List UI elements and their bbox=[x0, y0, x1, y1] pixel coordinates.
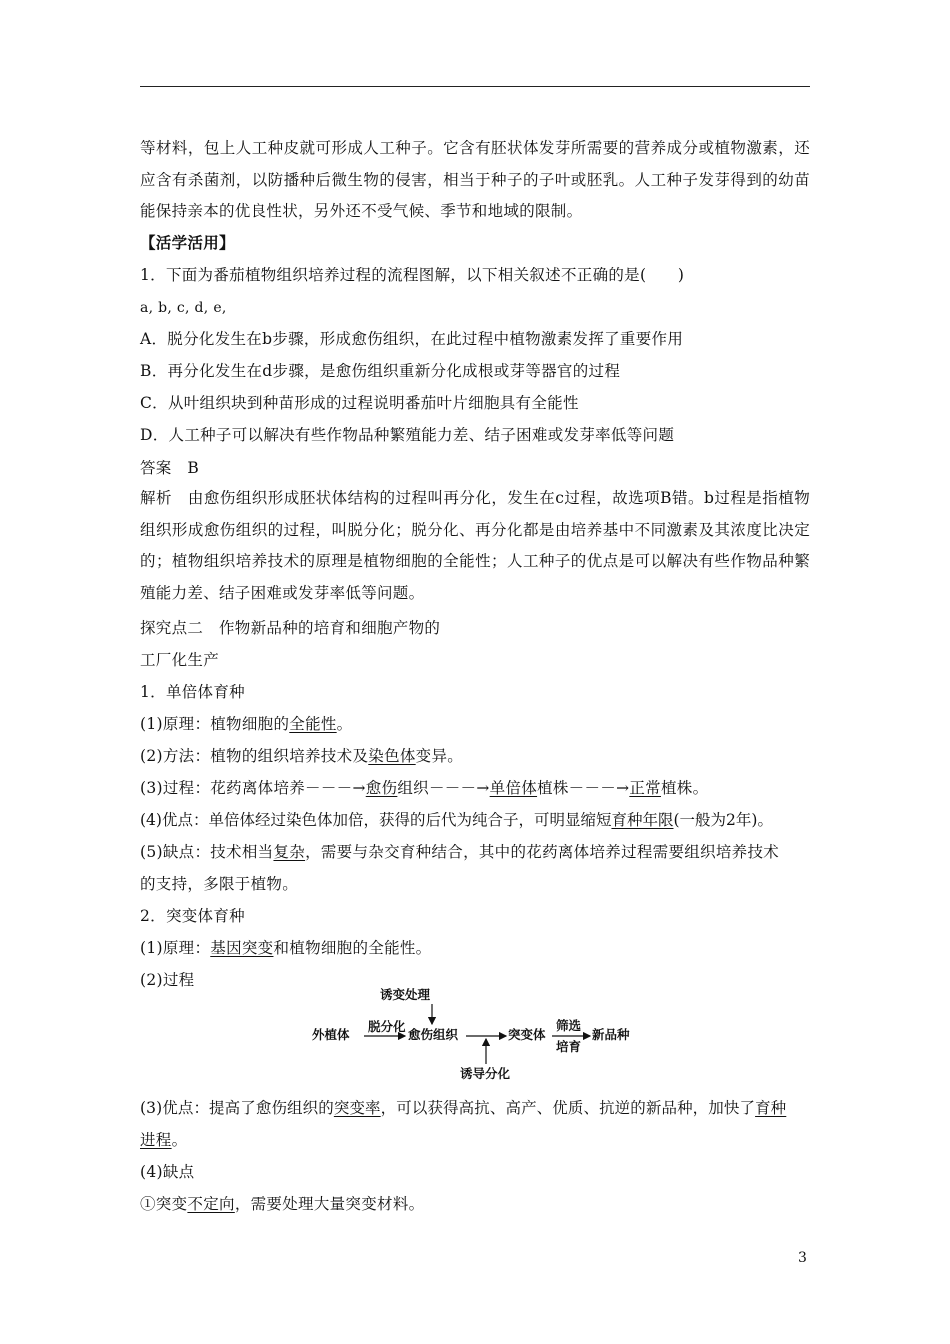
diagram-mutagenesis: 诱变处理 bbox=[380, 987, 431, 1002]
s2-advantage-post: ，可以获得高抗、高产、优质、抗逆的新品种，加快了 bbox=[380, 1099, 756, 1117]
s1-title: 1．单倍体育种 bbox=[140, 683, 245, 701]
s2-disadvantage-title: (4)缺点 bbox=[140, 1163, 195, 1181]
s1-advantage bbox=[140, 809, 773, 831]
s1-disadvantage-cont: 的支持，多限于植物。 bbox=[140, 875, 299, 893]
question-text: 1．下面为番茄植物组织培养过程的流程图解，以下相关叙述不正确的是( ) bbox=[140, 266, 685, 284]
s2-advantage-end: 。 bbox=[171, 1131, 188, 1149]
s1-principle-post: 。 bbox=[336, 715, 353, 733]
s1-method-pre: (2)方法：植物的组织培养技术及 bbox=[140, 747, 369, 765]
s1-process-mid1: 组织－－－→ bbox=[397, 779, 490, 797]
s2-title: 2．突变体育种 bbox=[140, 907, 245, 925]
diagram-dedifferentiation: 脱分化 bbox=[368, 1019, 406, 1034]
diagram-cultivation: 培育 bbox=[556, 1039, 582, 1054]
s1-process-mid2: 植株－－－→ bbox=[537, 779, 630, 797]
intro-paragraph: 等材料，包上人工种皮就可形成人工种子。它含有胚状体发芽所需要的营养成分或植物激素，还应含有杀菌剂，以防播种后微生物的侵害，相当于种子的子叶或胚乳。人工种子发芽得到的幼苗能保持亲本的优良性状，另外还不受气候、季节和地域的限制。 bbox=[140, 139, 810, 220]
s2-principle-pre: (1)原理： bbox=[140, 939, 211, 957]
s2-disadvantage-pre: ①突变 bbox=[140, 1195, 188, 1213]
s1-disadvantage-post: ，需要与杂交育种结合，其中的花药离体培养过程需要组织培养技术 bbox=[305, 843, 780, 861]
s1-method-post: 变异。 bbox=[415, 747, 464, 765]
flow-labels: a, b, c, d, e, bbox=[140, 300, 227, 316]
s2-disadvantage-1 bbox=[140, 1193, 424, 1215]
s2-principle-key: 基因突变 bbox=[210, 939, 274, 957]
s2-disadvantage-post: ，需要处理大量突变材料。 bbox=[234, 1195, 425, 1213]
page-number: 3 bbox=[798, 1250, 807, 1266]
explore-title-line1: 探究点二 作物新品种的培育和细胞产物的 bbox=[140, 619, 441, 637]
s2-advantage-key2b: 进程 bbox=[140, 1131, 172, 1149]
explore-title-line2: 工厂化生产 bbox=[140, 651, 220, 669]
answer-text: 答案 B bbox=[140, 459, 200, 477]
option-c: C．从叶组织块到种苗形成的过程说明番茄叶片细胞具有全能性 bbox=[140, 394, 579, 412]
s1-process-key3: 正常 bbox=[629, 779, 661, 797]
s1-process-post: 植株。 bbox=[660, 779, 709, 797]
s2-advantage-key: 突变率 bbox=[333, 1099, 381, 1117]
s2-advantage bbox=[140, 1097, 786, 1119]
s1-advantage-post: (一般为2年)。 bbox=[673, 811, 773, 829]
option-a: A．脱分化发生在b步骤，形成愈伤组织，在此过程中植物激素发挥了重要作用 bbox=[140, 330, 684, 348]
s1-principle bbox=[140, 713, 352, 735]
diagram-induced-differentiation: 诱导分化 bbox=[460, 1066, 511, 1081]
s2-principle-post: 和植物细胞的全能性。 bbox=[273, 939, 432, 957]
s1-method-key: 染色体 bbox=[368, 747, 416, 765]
s2-process-label: (2)过程 bbox=[140, 971, 195, 989]
diagram-explant: 外植体 bbox=[312, 1027, 350, 1042]
section-label: 【活学活用】 bbox=[140, 233, 235, 252]
option-d: D．人工种子可以解决有些作物品种繁殖能力差、结子困难或发芽率低等问题 bbox=[140, 426, 675, 444]
analysis-paragraph: 解析 由愈伤组织形成胚状体结构的过程叫再分化，发生在c过程，故选项B错。b过程是指植物组织形成愈伤组织的过程，叫脱分化；脱分化、再分化都是由培养基中不同激素及其浓度比决定的；植物组织培养技术的原理是植物细胞的全能性；人工种子的优点是可以解决有些作物品种繁殖能力差、结子困难或发芽率低等问题。 bbox=[140, 489, 810, 602]
s2-disadvantage-key: 不定向 bbox=[187, 1195, 235, 1213]
diagram-mutant: 突变体 bbox=[508, 1027, 546, 1042]
header-rule bbox=[140, 86, 810, 87]
s1-method bbox=[140, 745, 463, 767]
mutation-breeding-diagram bbox=[300, 982, 640, 1082]
s2-advantage-key2a: 育种 bbox=[755, 1099, 787, 1117]
s1-advantage-key: 育种年限 bbox=[611, 811, 674, 829]
s1-process bbox=[140, 777, 708, 799]
s2-advantage-cont bbox=[140, 1129, 187, 1151]
s1-advantage-pre: (4)优点：单倍体经过染色体加倍，获得的后代为纯合子，可明显缩短 bbox=[140, 811, 612, 829]
s1-disadvantage bbox=[140, 841, 779, 863]
s1-process-key2: 单倍体 bbox=[489, 779, 538, 797]
s2-advantage-pre: (3)优点：提高了愈伤组织的 bbox=[140, 1099, 334, 1117]
diagram-screening: 筛选 bbox=[556, 1018, 582, 1033]
diagram-callus: 愈伤组织 bbox=[408, 1027, 459, 1042]
s1-process-pre: (3)过程：花药离体培养－－－→ bbox=[140, 779, 366, 797]
s1-disadvantage-pre: (5)缺点：技术相当 bbox=[140, 843, 274, 861]
s1-principle-pre: (1)原理：植物细胞的 bbox=[140, 715, 290, 733]
diagram-new-variety: 新品种 bbox=[592, 1027, 630, 1042]
s1-process-key1: 愈伤 bbox=[365, 779, 398, 797]
s1-disadvantage-key: 复杂 bbox=[273, 843, 306, 861]
s2-principle bbox=[140, 937, 431, 959]
s1-principle-key: 全能性 bbox=[289, 715, 337, 733]
option-b: B．再分化发生在d步骤，是愈伤组织重新分化成根或芽等器官的过程 bbox=[140, 362, 621, 380]
